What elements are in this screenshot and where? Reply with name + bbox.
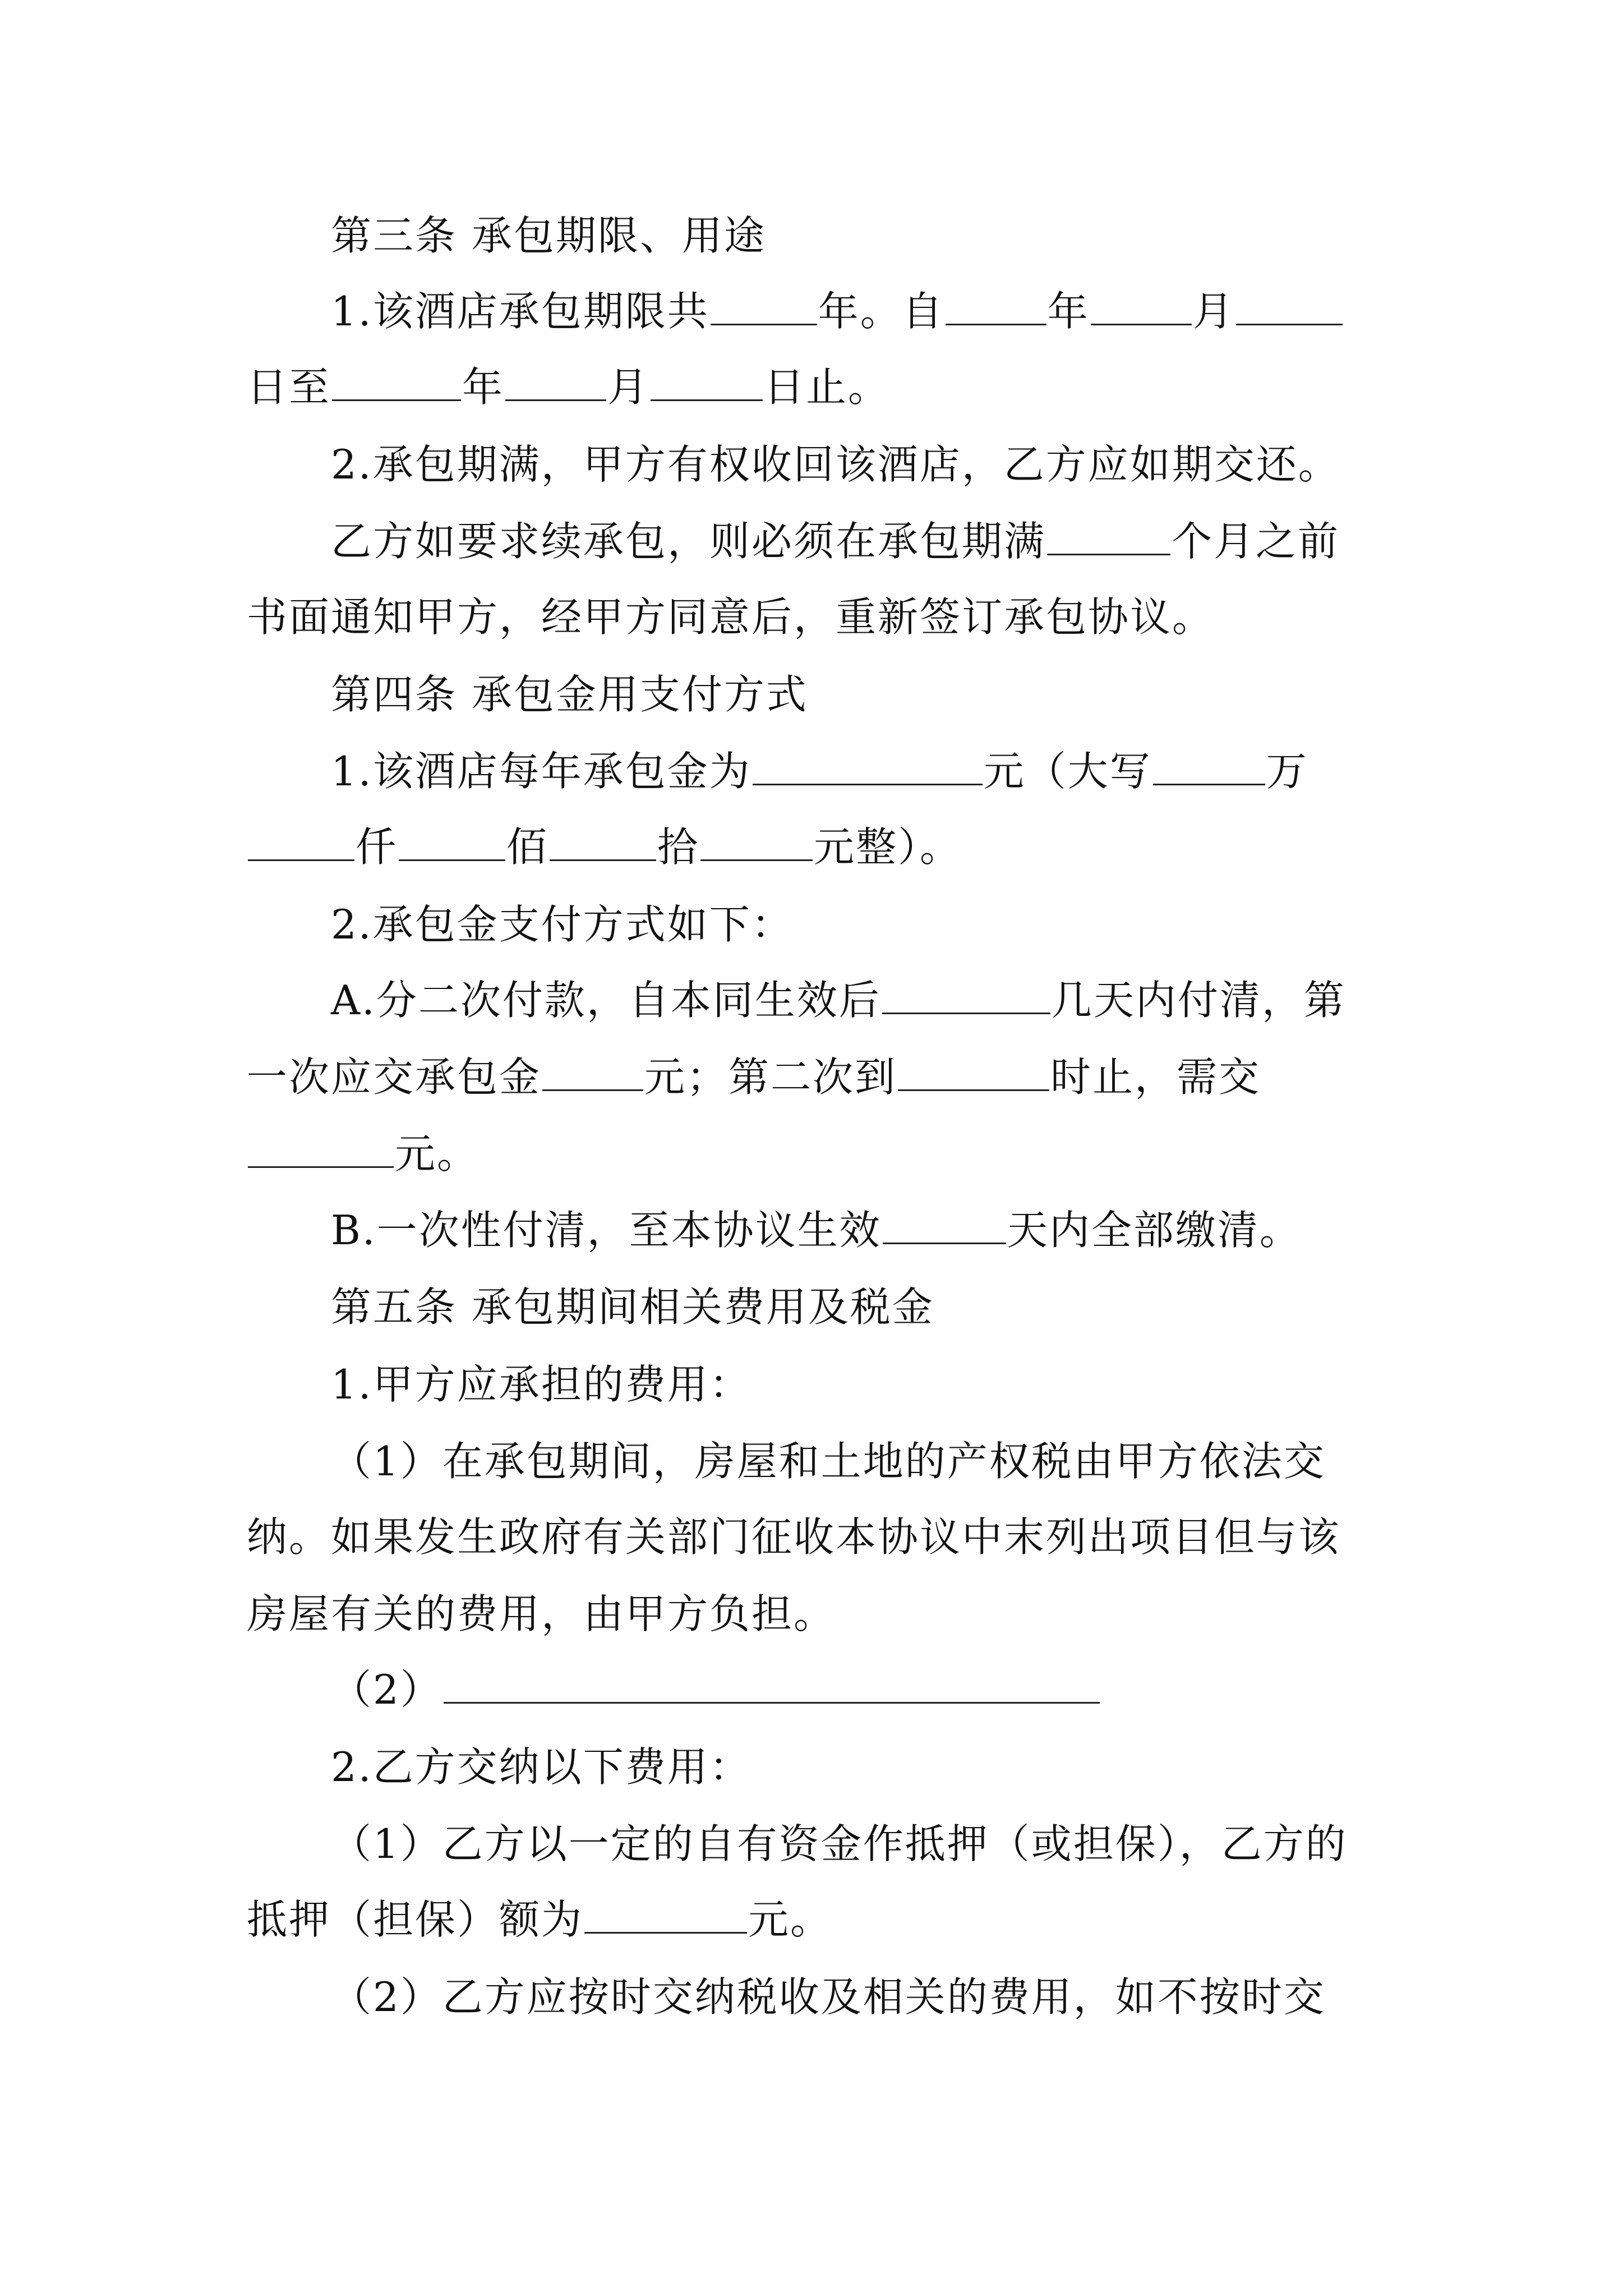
text-segment: 元整）。 (814, 823, 962, 871)
text-segment: 2.承包期满，甲方有权收回该酒店，乙方应如期交还。 (331, 441, 1340, 488)
text-segment: 元（大写 (983, 748, 1152, 795)
fill-in-blank (444, 1667, 1100, 1704)
fill-in-blank (883, 1208, 1006, 1244)
text-segment: （1）乙方以一定的自有资金作抵押（或担保），乙方的 (331, 1820, 1348, 1867)
fill-in-blank (711, 289, 817, 325)
fill-in-blank (1153, 749, 1265, 785)
text-line-14 (331, 1202, 1302, 1258)
text-segment: 第三条 承包期限、用途 (331, 212, 766, 259)
text-line-13 (247, 1126, 479, 1182)
text-segment: 仟 (356, 823, 398, 871)
text-line-24 (331, 1969, 1326, 2025)
text-line-11 (331, 972, 1346, 1028)
text-segment: 月 (1192, 288, 1235, 335)
text-line-4 (331, 436, 1340, 493)
text-segment: 元；第二次到 (644, 1053, 897, 1101)
fill-in-blank (882, 978, 1050, 1014)
fill-in-blank (1047, 519, 1170, 555)
text-segment: 元。 (748, 1896, 833, 1943)
fill-in-blank (505, 365, 606, 401)
text-segment: 2.乙方交纳以下费用： (331, 1743, 751, 1791)
fill-in-blank (753, 749, 983, 785)
text-line-2 (331, 283, 1344, 339)
fill-in-blank (542, 1055, 643, 1091)
text-segment: 第五条 承包期间相关费用及税金 (331, 1283, 934, 1331)
text-segment: 拾 (657, 823, 700, 871)
text-line-19 (247, 1586, 836, 1642)
text-segment: 月 (607, 364, 650, 411)
fill-in-blank (1091, 289, 1192, 325)
text-segment: 抵押（担保）额为 (247, 1896, 584, 1943)
fill-in-blank (946, 289, 1046, 325)
fill-in-blank (248, 825, 354, 861)
fill-in-blank (332, 365, 461, 401)
text-line-16 (331, 1356, 751, 1412)
text-line-23 (247, 1892, 832, 1948)
text-segment: B.一次性付清，至本协议生效 (331, 1207, 882, 1254)
fill-in-blank (898, 1055, 1049, 1091)
text-segment: A.分二次付款，自本同生效后 (331, 977, 881, 1024)
text-segment: 几天内付清，第 (1051, 977, 1346, 1024)
text-line-17 (331, 1433, 1326, 1489)
text-segment: 万 (1266, 748, 1308, 795)
text-segment: 个月之前 (1172, 518, 1340, 565)
text-segment: 第四条 承包金用支付方式 (331, 671, 808, 718)
text-segment: 2.承包金支付方式如下： (331, 901, 794, 948)
text-segment: 书面通知甲方，经甲方同意后，重新签订承包协议。 (247, 593, 1215, 641)
text-segment: 1.甲方应承担的费用： (331, 1361, 751, 1408)
text-line-10 (331, 896, 794, 953)
text-segment: 佰 (506, 823, 549, 871)
text-segment: （1）在承包期间，房屋和土地的产权税由甲方依法交 (331, 1438, 1326, 1485)
text-segment: 一次应交承包金 (247, 1053, 542, 1101)
text-segment: 年 (462, 364, 505, 411)
fill-in-blank (550, 825, 656, 861)
text-segment: 年 (1047, 288, 1090, 335)
text-line-3 (247, 359, 890, 415)
text-line-15 (331, 1279, 934, 1335)
text-segment: （2） (331, 1666, 442, 1713)
text-segment: 日止。 (764, 364, 891, 411)
text-line-9 (247, 819, 962, 875)
text-line-21 (331, 1739, 751, 1795)
text-line-8 (331, 743, 1308, 799)
text-segment: 年。自 (818, 288, 944, 335)
text-line-12 (247, 1049, 1261, 1105)
text-segment: 日至 (247, 364, 331, 411)
text-segment: （2）乙方应按时交纳税收及相关的费用，如不按时交 (331, 1973, 1326, 2021)
fill-in-blank (651, 365, 763, 401)
text-segment: 纳。如果发生政府有关部门征收本协议中末列出项目但与该 (247, 1513, 1341, 1561)
text-line-1 (331, 208, 766, 264)
text-line-5 (331, 513, 1340, 569)
text-line-18 (247, 1509, 1340, 1565)
text-segment: 1.该酒店承包期限共 (331, 288, 709, 335)
text-line-22 (331, 1816, 1348, 1872)
fill-in-blank (700, 825, 813, 861)
fill-in-blank (1236, 289, 1343, 325)
fill-in-blank (584, 1897, 747, 1934)
text-segment: 时止，需交 (1050, 1053, 1261, 1101)
text-segment: 天内全部缴清。 (1007, 1207, 1302, 1254)
text-segment: 元。 (395, 1130, 479, 1177)
text-line-6 (247, 589, 1214, 645)
fill-in-blank (248, 1131, 394, 1168)
text-segment: 乙方如要求续承包，则必须在承包期满 (331, 518, 1046, 565)
text-segment: 1.该酒店每年承包金为 (331, 748, 751, 795)
text-line-7 (331, 666, 808, 723)
text-line-20 (331, 1662, 1101, 1718)
fill-in-blank (399, 825, 505, 861)
text-segment: 房屋有关的费用，由甲方负担。 (247, 1590, 836, 1637)
